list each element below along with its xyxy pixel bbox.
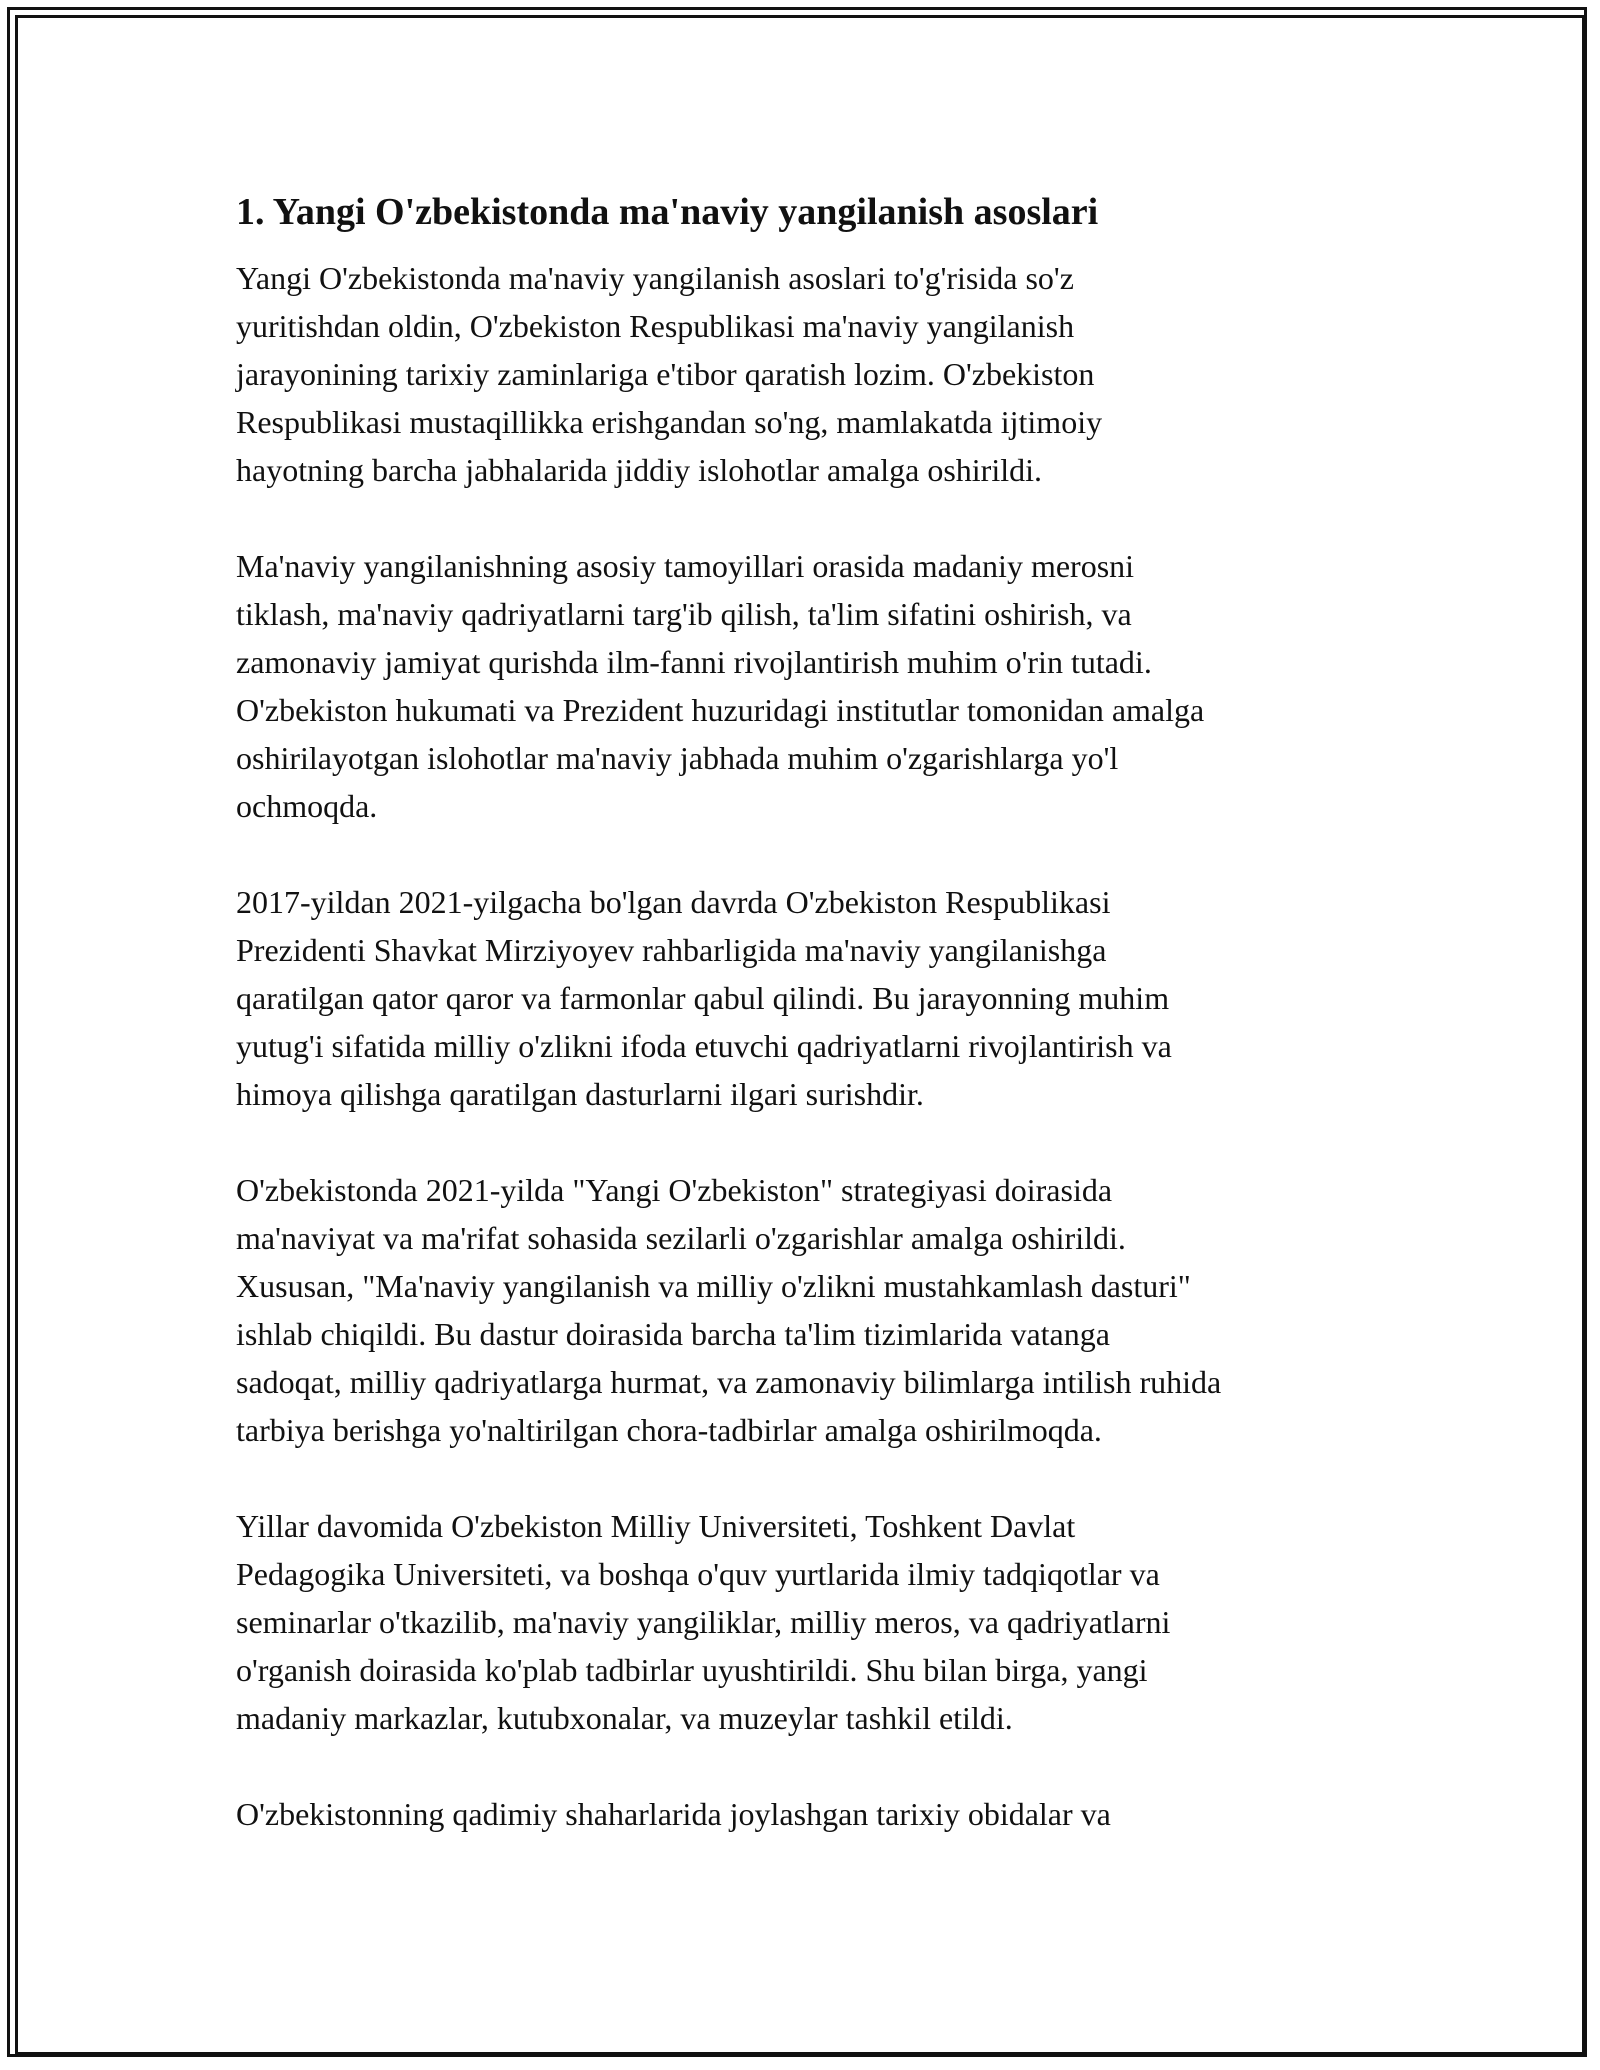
paragraph-4 — [236, 1166, 1366, 1454]
text-line: himoya qilishga qaratilgan dasturlarni ilgari surishdir. — [236, 1076, 924, 1112]
text-line: tarbiya berishga yo'naltirilgan chora-tadbirlar amalga oshirilmoqda. — [236, 1412, 1102, 1448]
text-line: O'zbekistonda 2021-yilda "Yangi O'zbekiston" strategiyasi doirasida — [236, 1172, 1113, 1208]
text-line: yuritishdan oldin, O'zbekiston Respublikasi ma'naviy yangilanish — [236, 308, 1075, 344]
text-line: O'zbekistonning qadimiy shaharlarida joylashgan tarixiy obidalar va — [236, 1796, 1111, 1832]
text-line: Yillar davomida O'zbekiston Milliy Universiteti, Toshkent Davlat — [236, 1508, 1076, 1544]
text-line: Prezidenti Shavkat Mirziyoyev rahbarligida ma'naviy yangilanishga — [236, 932, 1107, 968]
text-line: zamonaviy jamiyat qurishda ilm-fanni rivojlantirish muhim o'rin tutadi. — [236, 644, 1152, 680]
text-line: o'rganish doirasida ko'plab tadbirlar uyushtirildi. Shu bilan birga, yangi — [236, 1652, 1148, 1688]
section-heading: 1. Yangi O'zbekistonda ma'naviy yangilanish asoslari — [236, 191, 1099, 233]
text-line: O'zbekiston hukumati va Prezident huzuridagi institutlar tomonidan amalga — [236, 692, 1205, 728]
text-line: ma'naviyat va ma'rifat sohasida sezilarli o'zgarishlar amalga oshirildi. — [236, 1220, 1126, 1256]
paragraph-3 — [236, 878, 1366, 1118]
paragraph-6 — [236, 1790, 1366, 1838]
text-line: Xususan, "Ma'naviy yangilanish va milliy o'zlikni mustahkamlash dasturi" — [236, 1268, 1191, 1304]
paragraph-5 — [236, 1502, 1366, 1742]
text-line: 2017-yildan 2021-yilgacha bo'lgan davrda O'zbekiston Respublikasi — [236, 884, 1111, 920]
text-line: Yangi O'zbekistonda ma'naviy yangilanish asoslari to'g'risida so'z — [236, 260, 1074, 296]
text-line: Ma'naviy yangilanishning asosiy tamoyillari orasida madaniy merosni — [236, 548, 1135, 584]
text-line: seminarlar o'tkazilib, ma'naviy yangiliklar, milliy meros, va qadriyatlarni — [236, 1604, 1171, 1640]
paragraph-1 — [236, 254, 1366, 494]
text-line: tiklash, ma'naviy qadriyatlarni targ'ib qilish, ta'lim sifatini oshirish, va — [236, 596, 1132, 632]
paragraph-2 — [236, 542, 1366, 830]
text-line: oshirilayotgan islohotlar ma'naviy jabhada muhim o'zgarishlarga yo'l — [236, 740, 1119, 776]
text-line: yutug'i sifatida milliy o'zlikni ifoda etuvchi qadriyatlarni rivojlantirish va — [236, 1028, 1172, 1064]
document-body — [236, 186, 1366, 1838]
text-line: madaniy markazlar, kutubxonalar, va muzeylar tashkil etildi. — [236, 1700, 1013, 1736]
text-line: ochmoqda. — [236, 788, 378, 824]
text-line: Pedagogika Universiteti, va boshqa o'quv yurtlarida ilmiy tadqiqotlar va — [236, 1556, 1160, 1592]
text-line: jarayonining tarixiy zaminlariga e'tibor qaratish lozim. O'zbekiston — [236, 356, 1095, 392]
text-line: sadoqat, milliy qadriyatlarga hurmat, va zamonaviy bilimlarga intilish ruhida — [236, 1364, 1222, 1400]
text-line: qaratilgan qator qaror va farmonlar qabul qilindi. Bu jarayonning muhim — [236, 980, 1170, 1016]
text-line: Respublikasi mustaqillikka erishgandan so'ng, mamlakatda ijtimoiy — [236, 404, 1103, 440]
text-line: ishlab chiqildi. Bu dastur doirasida barcha ta'lim tizimlarida vatanga — [236, 1316, 1110, 1352]
text-line: hayotning barcha jabhalarida jiddiy islohotlar amalga oshirildi. — [236, 452, 1042, 488]
